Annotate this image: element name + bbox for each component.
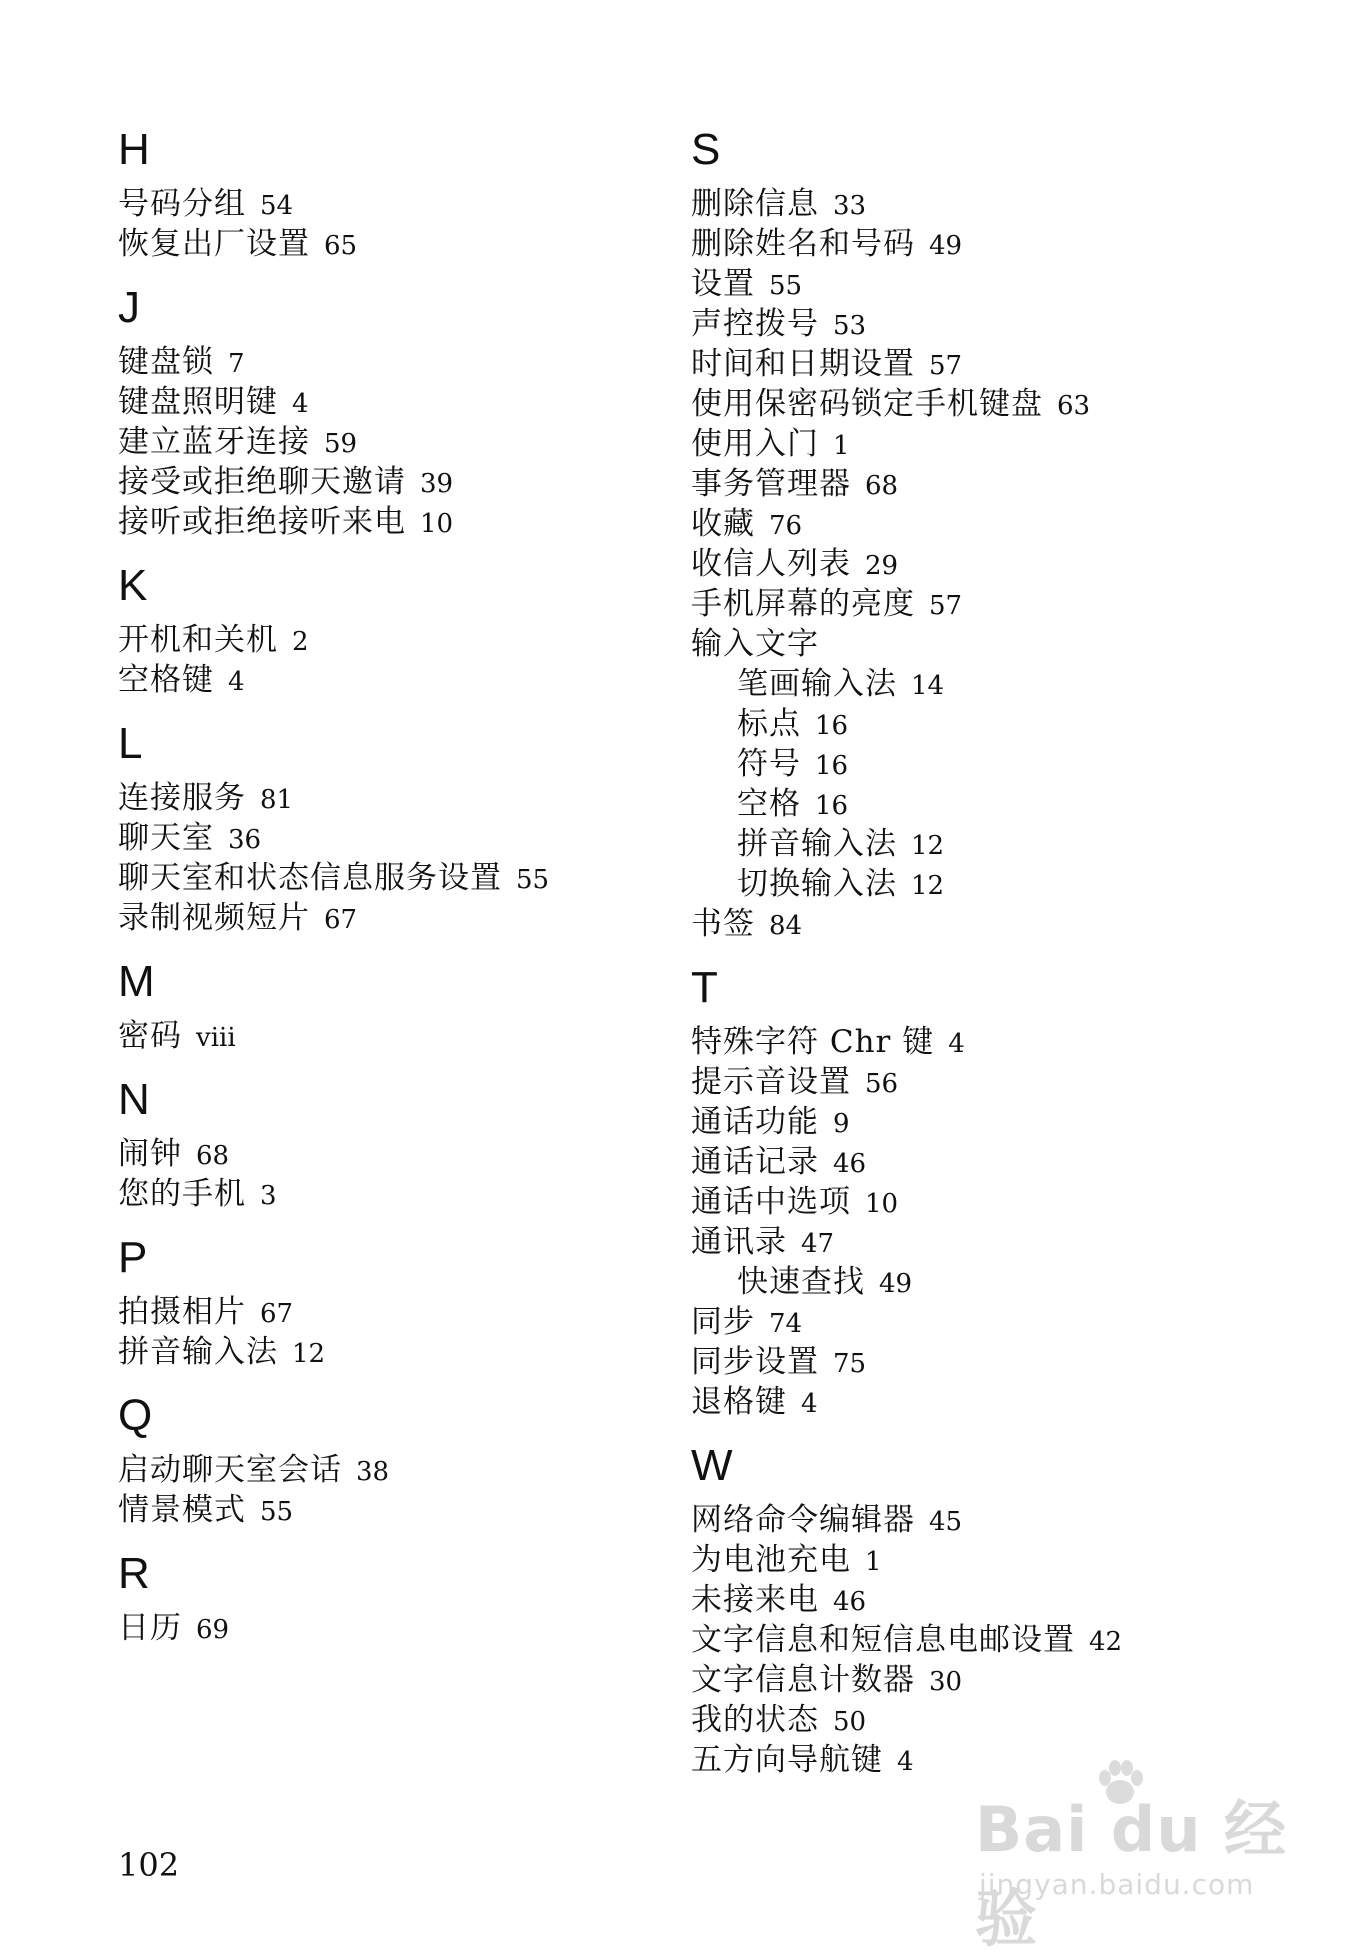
index-entry <box>691 1102 1331 1142</box>
entry-term: 同步 <box>691 1304 755 1340</box>
entry-term: 收信人列表 <box>691 546 851 582</box>
index-entry <box>691 1022 1331 1062</box>
entry-page-number: 2 <box>292 627 309 657</box>
index-entry <box>691 184 1331 224</box>
entry-page-number: 12 <box>911 871 945 901</box>
entry-page-number: 59 <box>324 429 358 459</box>
baidu-jingyan-watermark <box>975 1770 1305 1955</box>
entry-page-number: 67 <box>260 1299 294 1329</box>
entry-term: 情景模式 <box>118 1492 246 1528</box>
index-entry <box>691 384 1331 424</box>
index-entry <box>118 1134 678 1174</box>
entry-page-number: 47 <box>801 1229 835 1259</box>
entry-page-number: 33 <box>833 191 867 221</box>
entry-term: 录制视频短片 <box>118 900 310 936</box>
index-section-n <box>118 1075 678 1214</box>
entry-page-number: 81 <box>260 785 294 815</box>
index-entry <box>118 660 678 700</box>
entry-page-number: 65 <box>324 231 358 261</box>
section-letter: R <box>118 1549 150 1598</box>
entry-page-number: 36 <box>228 825 262 855</box>
entry-term: 键盘照明键 <box>118 384 278 420</box>
index-subentry <box>691 784 1331 824</box>
entry-term: 五方向导航键 <box>691 1742 883 1778</box>
index-entry <box>691 624 1331 664</box>
index-entry <box>691 1540 1331 1580</box>
entry-term: 时间和日期设置 <box>691 346 915 382</box>
entry-page-number: 4 <box>948 1029 965 1059</box>
index-entry <box>118 342 678 382</box>
entry-page-number: 4 <box>228 667 245 697</box>
entry-term: 开机和关机 <box>118 622 278 658</box>
entry-term: 启动聊天室会话 <box>118 1452 342 1488</box>
entry-page-number: 10 <box>865 1189 899 1219</box>
entry-page-number: 55 <box>769 271 803 301</box>
entry-term: 通话功能 <box>691 1104 819 1140</box>
entry-term: 拼音输入法 <box>737 826 897 862</box>
entry-page-number: 56 <box>865 1069 899 1099</box>
entry-term: 删除姓名和号码 <box>691 226 915 262</box>
index-entry <box>691 544 1331 584</box>
entry-page-number: 38 <box>356 1457 390 1487</box>
entry-page-number: 63 <box>1057 391 1091 421</box>
entry-term: 聊天室和状态信息服务设置 <box>118 860 502 896</box>
entry-page-number: 45 <box>929 1507 963 1537</box>
section-letter: L <box>118 719 143 768</box>
entry-page-number: viii <box>196 1023 236 1053</box>
entry-page-number: 4 <box>801 1389 818 1419</box>
index-entry <box>118 858 678 898</box>
entry-page-number: 1 <box>833 431 850 461</box>
entry-page-number: 55 <box>260 1497 294 1527</box>
entry-term: 文字信息和短信息电邮设置 <box>691 1622 1075 1658</box>
index-entry <box>118 502 678 542</box>
index-subentry <box>691 824 1331 864</box>
entry-page-number: 39 <box>420 469 454 499</box>
index-section-p <box>118 1233 678 1372</box>
entry-list <box>118 778 678 938</box>
entry-page-number: 46 <box>833 1149 867 1179</box>
section-letter: M <box>118 957 155 1006</box>
index-entry <box>691 1700 1331 1740</box>
entry-term: 号码分组 <box>118 186 246 222</box>
entry-term: 接受或拒绝聊天邀请 <box>118 464 406 500</box>
entry-term: 使用入门 <box>691 426 819 462</box>
entry-page-number: 84 <box>769 911 803 941</box>
entry-page-number: 57 <box>929 591 963 621</box>
watermark-logo: Bai du 经验 <box>975 1793 1288 1955</box>
index-entry <box>118 1450 678 1490</box>
entry-term: 声控拨号 <box>691 306 819 342</box>
entry-term: 文字信息计数器 <box>691 1662 915 1698</box>
index-entry <box>118 620 678 660</box>
entry-page-number: 29 <box>865 551 899 581</box>
section-letter: S <box>691 125 721 174</box>
entry-term: 手机屏幕的亮度 <box>691 586 915 622</box>
section-letter: T <box>691 963 718 1012</box>
section-letter: N <box>118 1075 150 1124</box>
entry-term: 通话记录 <box>691 1144 819 1180</box>
index-column-left <box>118 125 678 1670</box>
entry-term: 密码 <box>118 1018 182 1054</box>
entry-term: 日历 <box>118 1610 182 1646</box>
index-entry <box>118 898 678 938</box>
entry-term: 拼音输入法 <box>118 1334 278 1370</box>
index-section-m <box>118 957 678 1056</box>
entry-term: 标点 <box>737 706 801 742</box>
index-entry <box>691 224 1331 264</box>
index-entry <box>118 224 678 264</box>
entry-list <box>118 342 678 542</box>
index-entry <box>691 424 1331 464</box>
entry-page-number: 30 <box>929 1667 963 1697</box>
entry-term: 事务管理器 <box>691 466 851 502</box>
index-entry <box>691 504 1331 544</box>
entry-term: 切换输入法 <box>737 866 897 902</box>
index-entry <box>691 584 1331 624</box>
entry-page-number: 57 <box>929 351 963 381</box>
entry-term: 使用保密码锁定手机键盘 <box>691 386 1043 422</box>
entry-page-number: 9 <box>833 1109 850 1139</box>
index-section-j <box>118 283 678 542</box>
entry-page-number: 4 <box>897 1747 914 1777</box>
index-entry <box>691 1500 1331 1540</box>
index-column-right <box>691 125 1331 1802</box>
entry-term: 闹钟 <box>118 1136 182 1172</box>
entry-page-number: 4 <box>292 389 309 419</box>
index-entry <box>691 1342 1331 1382</box>
section-letter: J <box>118 283 140 332</box>
entry-page-number: 10 <box>420 509 454 539</box>
index-entry <box>118 1174 678 1214</box>
entry-page-number: 1 <box>865 1547 882 1577</box>
index-subentry <box>691 664 1331 704</box>
entry-term: 未接来电 <box>691 1582 819 1618</box>
watermark-url: jingyan.baidu.com <box>979 1868 1255 1901</box>
index-entry <box>118 1016 678 1056</box>
entry-list <box>118 1134 678 1214</box>
entry-term: 连接服务 <box>118 780 246 816</box>
index-section-s <box>691 125 1331 944</box>
entry-page-number: 53 <box>833 311 867 341</box>
index-entry <box>118 1292 678 1332</box>
entry-term: 您的手机 <box>118 1176 246 1212</box>
index-section-l <box>118 719 678 938</box>
entry-term: 删除信息 <box>691 186 819 222</box>
entry-page-number: 50 <box>833 1707 867 1737</box>
entry-list <box>691 1500 1331 1780</box>
entry-term: 键盘锁 <box>118 344 214 380</box>
entry-page-number: 68 <box>865 471 899 501</box>
entry-page-number: 49 <box>879 1269 913 1299</box>
entry-term: 特殊字符 Chr 键 <box>691 1024 935 1060</box>
index-entry <box>691 1620 1331 1660</box>
index-entry <box>691 304 1331 344</box>
entry-page-number: 54 <box>260 191 294 221</box>
entry-term: 笔画输入法 <box>737 666 897 702</box>
index-subentry <box>691 864 1331 904</box>
entry-term: 符号 <box>737 746 801 782</box>
entry-term: 空格键 <box>118 662 214 698</box>
section-letter: P <box>118 1233 148 1282</box>
entry-term: 快速查找 <box>737 1264 865 1300</box>
entry-term: 收藏 <box>691 506 755 542</box>
entry-term: 聊天室 <box>118 820 214 856</box>
entry-term: 同步设置 <box>691 1344 819 1380</box>
entry-term: 提示音设置 <box>691 1064 851 1100</box>
entry-page-number: 3 <box>260 1181 277 1211</box>
section-letter: H <box>118 125 150 174</box>
entry-list <box>118 184 678 264</box>
entry-list <box>118 1292 678 1372</box>
entry-page-number: 67 <box>324 905 358 935</box>
entry-term: 通话中选项 <box>691 1184 851 1220</box>
index-entry <box>118 818 678 858</box>
index-section-t <box>691 963 1331 1422</box>
section-letter: K <box>118 561 148 610</box>
entry-list <box>118 620 678 700</box>
index-entry <box>118 462 678 502</box>
index-entry <box>691 264 1331 304</box>
index-section-k <box>118 561 678 700</box>
entry-page-number: 16 <box>815 751 849 781</box>
entry-list <box>118 1450 678 1530</box>
index-entry <box>118 422 678 462</box>
entry-page-number: 49 <box>929 231 963 261</box>
index-entry <box>118 1332 678 1372</box>
entry-term: 书签 <box>691 906 755 942</box>
entry-page-number: 12 <box>911 831 945 861</box>
entry-list <box>691 184 1331 944</box>
entry-term: 网络命令编辑器 <box>691 1502 915 1538</box>
entry-page-number: 42 <box>1089 1627 1123 1657</box>
index-entry <box>118 184 678 224</box>
entry-term: 空格 <box>737 786 801 822</box>
index-entry <box>118 1608 678 1648</box>
index-entry <box>691 1580 1331 1620</box>
entry-term: 退格键 <box>691 1384 787 1420</box>
entry-page-number: 14 <box>911 671 945 701</box>
entry-page-number: 68 <box>196 1141 230 1171</box>
entry-page-number: 46 <box>833 1587 867 1617</box>
index-subentry <box>691 1262 1331 1302</box>
entry-term: 拍摄相片 <box>118 1294 246 1330</box>
entry-term: 建立蓝牙连接 <box>118 424 310 460</box>
entry-page-number: 75 <box>833 1349 867 1379</box>
index-entry <box>118 778 678 818</box>
index-entry <box>691 344 1331 384</box>
index-entry <box>691 464 1331 504</box>
index-entry <box>691 1062 1331 1102</box>
entry-page-number: 7 <box>228 349 245 379</box>
index-section-h <box>118 125 678 264</box>
section-letter: W <box>691 1441 733 1490</box>
index-entry <box>691 1382 1331 1422</box>
page-number: 102 <box>118 1846 180 1884</box>
entry-term: 恢复出厂设置 <box>118 226 310 262</box>
entry-page-number: 16 <box>815 791 849 821</box>
entry-list <box>691 1022 1331 1422</box>
entry-page-number: 76 <box>769 511 803 541</box>
entry-page-number: 12 <box>292 1339 326 1369</box>
entry-term: 通讯录 <box>691 1224 787 1260</box>
entry-list <box>118 1608 678 1648</box>
entry-list <box>118 1016 678 1056</box>
index-subentry <box>691 744 1331 784</box>
entry-page-number: 69 <box>196 1615 230 1645</box>
index-entry <box>691 1302 1331 1342</box>
index-entry <box>118 382 678 422</box>
index-section-r <box>118 1549 678 1648</box>
index-entry <box>691 1142 1331 1182</box>
entry-term: 我的状态 <box>691 1702 819 1738</box>
entry-term: 设置 <box>691 266 755 302</box>
index-section-w <box>691 1441 1331 1780</box>
index-entry <box>691 1182 1331 1222</box>
index-section-q <box>118 1391 678 1530</box>
entry-page-number: 55 <box>516 865 550 895</box>
entry-page-number: 16 <box>815 711 849 741</box>
index-entry <box>691 1660 1331 1700</box>
index-entry <box>691 1222 1331 1262</box>
entry-term: 输入文字 <box>691 626 819 662</box>
entry-term: 为电池充电 <box>691 1542 851 1578</box>
index-entry <box>118 1490 678 1530</box>
entry-term: 接听或拒绝接听来电 <box>118 504 406 540</box>
index-subentry <box>691 704 1331 744</box>
index-entry <box>691 904 1331 944</box>
entry-page-number: 74 <box>769 1309 803 1339</box>
section-letter: Q <box>118 1391 153 1440</box>
